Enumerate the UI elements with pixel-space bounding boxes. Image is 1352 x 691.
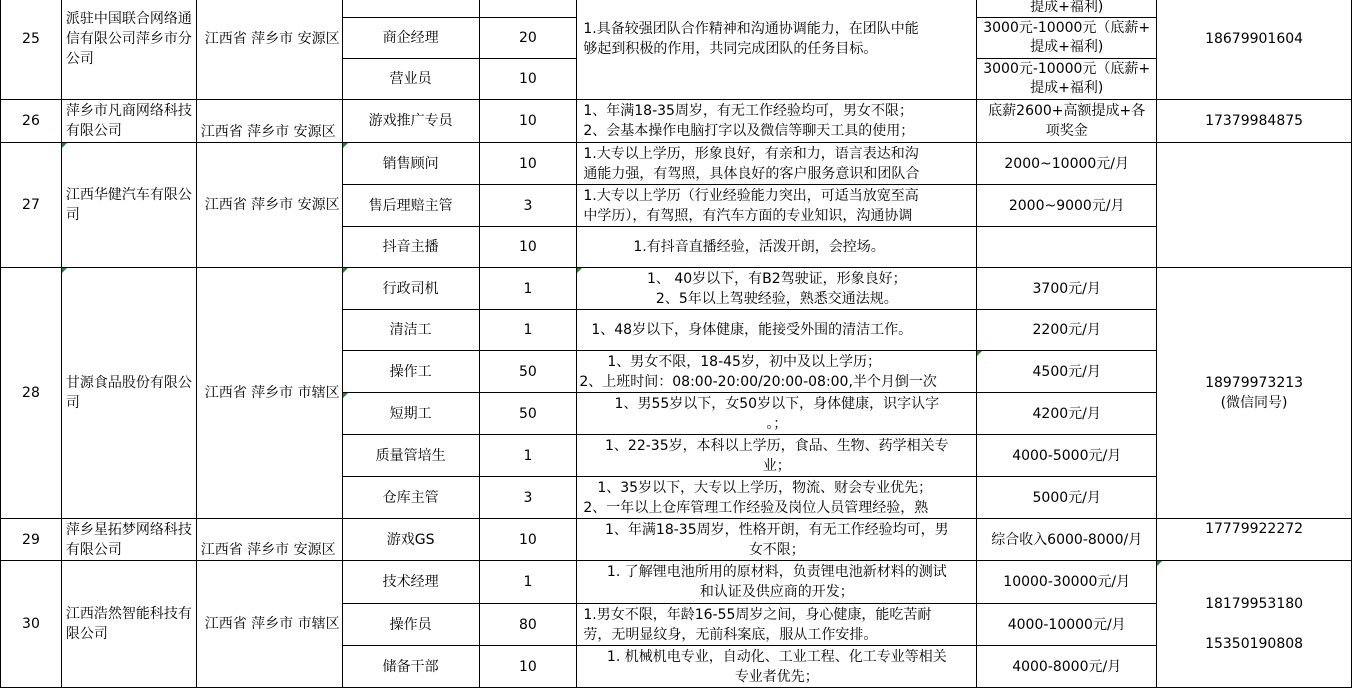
- job-count: 1: [479, 310, 577, 351]
- job-title: 行政司机: [342, 268, 479, 310]
- job-requirement: 1、男55岁以下，女50岁以下，身体健康，识字认字 。；: [577, 393, 977, 435]
- job-salary: 2000~10000元/月: [977, 143, 1157, 185]
- job-salary: 4000-8000元/月: [977, 646, 1157, 688]
- company-name: 萍乡市凡商网络科技有限公司: [61, 100, 196, 143]
- job-requirement: 1.大专以上学历（行业经验能力突出，可适当放宽至高 中学历），有驾照，有汽车方面的专业知识，沟通协调: [577, 185, 977, 227]
- job-salary: 10000-30000元/月: [977, 561, 1157, 604]
- contact-phone: [1157, 143, 1352, 268]
- job-requirement: 1.大专以上学历，形象良好，有亲和力，语言表达和沟 通能力强，有驾照，具体良好的客户服务意识和团队合: [577, 143, 977, 185]
- work-area: 江西省 萍乡市 市辖区: [196, 268, 342, 519]
- job-title: 短期工: [342, 393, 479, 435]
- job-salary: 2000~9000元/月: [977, 185, 1157, 227]
- company-name: 江西浩然智能科技有限公司: [61, 561, 196, 688]
- job-count: 50: [479, 393, 577, 435]
- job-count: 3: [479, 185, 577, 227]
- contact-phone: 17379984875: [1157, 100, 1352, 143]
- job-count: 10: [479, 227, 577, 268]
- company-name: 甘源食品股份有限公司: [61, 268, 196, 519]
- job-title: [342, 0, 479, 18]
- company-name: 派驻中国联合网络通信有限公司萍乡市分公司: [61, 0, 196, 100]
- job-count: 10: [479, 143, 577, 185]
- job-count: 10: [479, 100, 577, 143]
- work-area: 江西省 萍乡市 市辖区: [196, 561, 342, 688]
- job-title: 操作工: [342, 351, 479, 393]
- job-salary: 提成+福利): [977, 0, 1157, 18]
- job-salary: 3000元-10000元（底薪+ 提成+福利): [977, 59, 1157, 100]
- job-requirement: 1、年满18-35周岁，性格开朗，有无工作经验均可，男 女不限；: [577, 519, 977, 561]
- contact-phone: 18179953180 15350190808: [1157, 561, 1352, 688]
- job-requirement: 1.有抖音直播经验，活泼开朗，会控场。: [577, 227, 977, 268]
- table-row: [1, 561, 1352, 604]
- row-number: 29: [1, 519, 62, 561]
- job-salary: 4500元/月: [977, 351, 1157, 393]
- job-requirement: 1.男女不限，年龄16-55周岁之间，身心健康，能吃苦耐 劳，无明显纹身，无前科案底，服从工作安排。: [577, 604, 977, 646]
- job-count: [479, 0, 577, 18]
- job-title: 操作员: [342, 604, 479, 646]
- table-row: [1, 519, 1352, 561]
- company-name: 江西华健汽车有限公司: [61, 143, 196, 268]
- job-count: 20: [479, 18, 577, 59]
- job-salary: 3700元/月: [977, 268, 1157, 310]
- job-title: 销售顾问: [342, 143, 479, 185]
- job-title: 储备干部: [342, 646, 479, 688]
- job-title: 营业员: [342, 59, 479, 100]
- job-title: 商企经理: [342, 18, 479, 59]
- job-requirement: 1、 40岁以下，有B2驾驶证，形象良好； 2、5年以上驾驶经验，熟悉交通法规。: [577, 268, 977, 310]
- job-title: 售后理赔主管: [342, 185, 479, 227]
- work-area: 江西省 萍乡市 安源区: [196, 0, 342, 100]
- job-requirement: 1、35岁以下，大专以上学历，物流、财会专业优先； 2、一年以上仓库管理工作经验及岗位人员管理经验，熟: [577, 477, 977, 519]
- row-number: 26: [1, 100, 62, 143]
- company-name: 萍乡星拓梦网络科技有限公司: [61, 519, 196, 561]
- contact-phone: 17779922272: [1157, 519, 1352, 561]
- job-title: 技术经理: [342, 561, 479, 604]
- job-salary: 2200元/月: [977, 310, 1157, 351]
- job-requirement: 1、48岁以下，身体健康，能接受外围的清洁工作。: [577, 310, 977, 351]
- work-area: 江西省 萍乡市 安源区: [196, 519, 342, 561]
- table-row: [1, 143, 1352, 185]
- row-number: 28: [1, 268, 62, 519]
- job-salary: [977, 227, 1157, 268]
- job-salary: 3000元-10000元（底薪+ 提成+福利): [977, 18, 1157, 59]
- job-count: 1: [479, 435, 577, 477]
- job-requirement: 1.具备较强团队合作精神和沟通协调能力，在团队中能 够起到积极的作用，共同完成团队的任务目标。: [577, 0, 977, 100]
- job-title: 抖音主播: [342, 227, 479, 268]
- job-salary: 综合收入6000-8000/月: [977, 519, 1157, 561]
- job-salary: 4000-5000元/月: [977, 435, 1157, 477]
- job-count: 10: [479, 646, 577, 688]
- job-salary: 4200元/月: [977, 393, 1157, 435]
- job-title: 游戏推广专员: [342, 100, 479, 143]
- job-title: 游戏GS: [342, 519, 479, 561]
- job-requirement: 1. 机械机电专业，自动化、工业工程、化工专业等相关 专业者优先；: [577, 646, 977, 688]
- job-title: 质量管培生: [342, 435, 479, 477]
- table-row: [1, 100, 1352, 143]
- table-row: [1, 0, 1352, 18]
- job-count: 50: [479, 351, 577, 393]
- work-area: 江西省 萍乡市 安源区: [196, 143, 342, 268]
- contact-phone: 18979973213 (微信同号): [1157, 268, 1352, 519]
- job-count: 1: [479, 561, 577, 604]
- row-number: 27: [1, 143, 62, 268]
- work-area: 江西省 萍乡市 安源区: [196, 100, 342, 143]
- job-title: 清洁工: [342, 310, 479, 351]
- job-requirement: 1、22-35岁，本科以上学历，食品、生物、药学相关专 业；: [577, 435, 977, 477]
- job-salary: 5000元/月: [977, 477, 1157, 519]
- job-requirement: 1、男女不限，18-45岁，初中及以上学历； 2、上班时间：08:00-20:00/20:00-08:00,半个月倒一次: [577, 351, 977, 393]
- row-number: 30: [1, 561, 62, 688]
- job-title: 仓库主管: [342, 477, 479, 519]
- table-row: [1, 268, 1352, 310]
- job-count: 3: [479, 477, 577, 519]
- job-salary: 底薪2600+高额提成+各 项奖金: [977, 100, 1157, 143]
- job-count: 10: [479, 59, 577, 100]
- job-salary: 4000-10000元/月: [977, 604, 1157, 646]
- job-count: 10: [479, 519, 577, 561]
- job-count: 80: [479, 604, 577, 646]
- row-number: 25: [1, 0, 62, 100]
- job-requirement: 1. 了解锂电池所用的原材料，负责锂电池新材料的测试 和认证及供应商的开发；: [577, 561, 977, 604]
- job-requirement: 1、年满18-35周岁，有无工作经验均可，男女不限； 2、会基本操作电脑打字以及微信等聊天工具的使用；: [577, 100, 977, 143]
- job-count: 1: [479, 268, 577, 310]
- contact-phone: 18679901604: [1157, 0, 1352, 100]
